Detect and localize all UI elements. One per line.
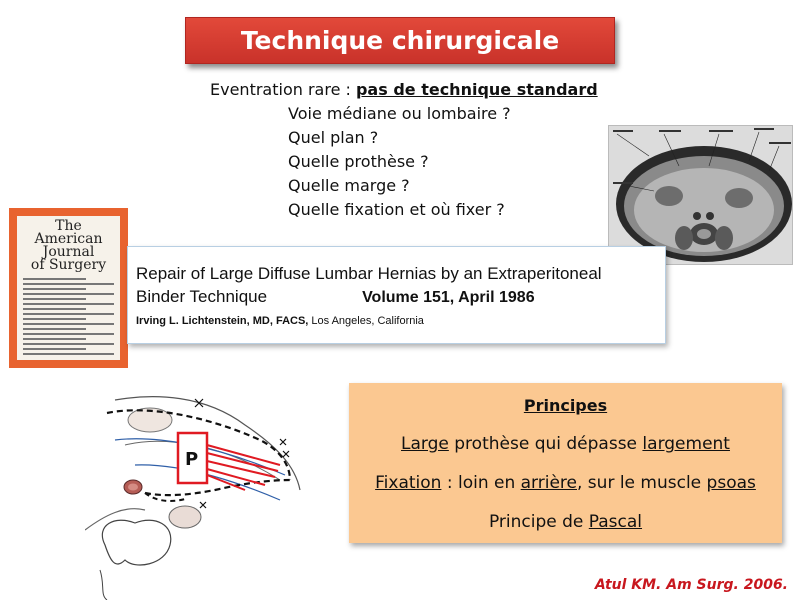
journal-title-line: of Surgery [30, 257, 107, 273]
journal-cover-title [21, 220, 116, 272]
principle-1-text: prothèse qui dépasse [448, 434, 643, 454]
article-reference-box [127, 246, 666, 344]
article-title-line1: Repair of Large Diffuse Lumbar Hernias by an Extraperitoneal [136, 264, 602, 283]
questions-block [210, 78, 598, 222]
intro-line [210, 78, 598, 102]
journal-title-line: American [34, 231, 103, 247]
principle-2-text-b: , sur le muscle [577, 473, 707, 493]
principle-2-fixation: Fixation [375, 473, 442, 493]
question-item: Quelle marge ? [288, 176, 410, 195]
citation: Atul KM. Am Surg. 2006. [594, 577, 788, 593]
article-volume: Volume 151, April 1986 [362, 289, 535, 306]
intro-prefix: Eventration rare : [210, 80, 356, 99]
article-title-line2: Binder Technique [136, 287, 268, 306]
question-item: Quelle prothèse ? [288, 152, 429, 171]
principle-line-2 [349, 473, 782, 493]
principle-2-text-a: : loin en [441, 473, 521, 493]
principle-3-text: Principe de [488, 512, 589, 532]
journal-toc-lines [21, 278, 116, 355]
article-location: Los Angeles, California [308, 315, 424, 327]
journal-title-line: The [55, 218, 82, 234]
principles-box [349, 383, 782, 543]
principle-1-largement: largement [642, 434, 730, 454]
article-author-line [136, 315, 657, 327]
question-item: Quel plan ? [288, 128, 379, 147]
principle-3-pascal: Pascal [588, 512, 643, 532]
principle-2-psoas: psoas [706, 473, 756, 493]
principle-line-1 [349, 434, 782, 454]
question-item: Quelle fixation et où fixer ? [288, 200, 505, 219]
ct-cross-section-image [608, 125, 793, 265]
prosthesis-label: P [185, 449, 199, 470]
slide-title-box [185, 17, 615, 64]
article-author: Irving L. Lichtenstein, MD, FACS, [136, 315, 309, 327]
principle-line-3 [349, 512, 782, 532]
journal-cover-inner [17, 216, 120, 360]
surgical-diagram [85, 385, 335, 600]
question-item: Voie médiane ou lombaire ? [288, 104, 511, 123]
slide-title: Technique chirurgicale [240, 26, 560, 55]
principle-1-large: Large [401, 434, 449, 454]
principles-heading: Principes [523, 396, 608, 415]
principle-2-arriere: arrière [520, 473, 577, 493]
intro-emphasis: pas de technique standard [355, 80, 598, 99]
journal-title-line: Journal [42, 244, 95, 260]
journal-cover-image [9, 208, 128, 368]
article-title-row2 [136, 287, 657, 307]
